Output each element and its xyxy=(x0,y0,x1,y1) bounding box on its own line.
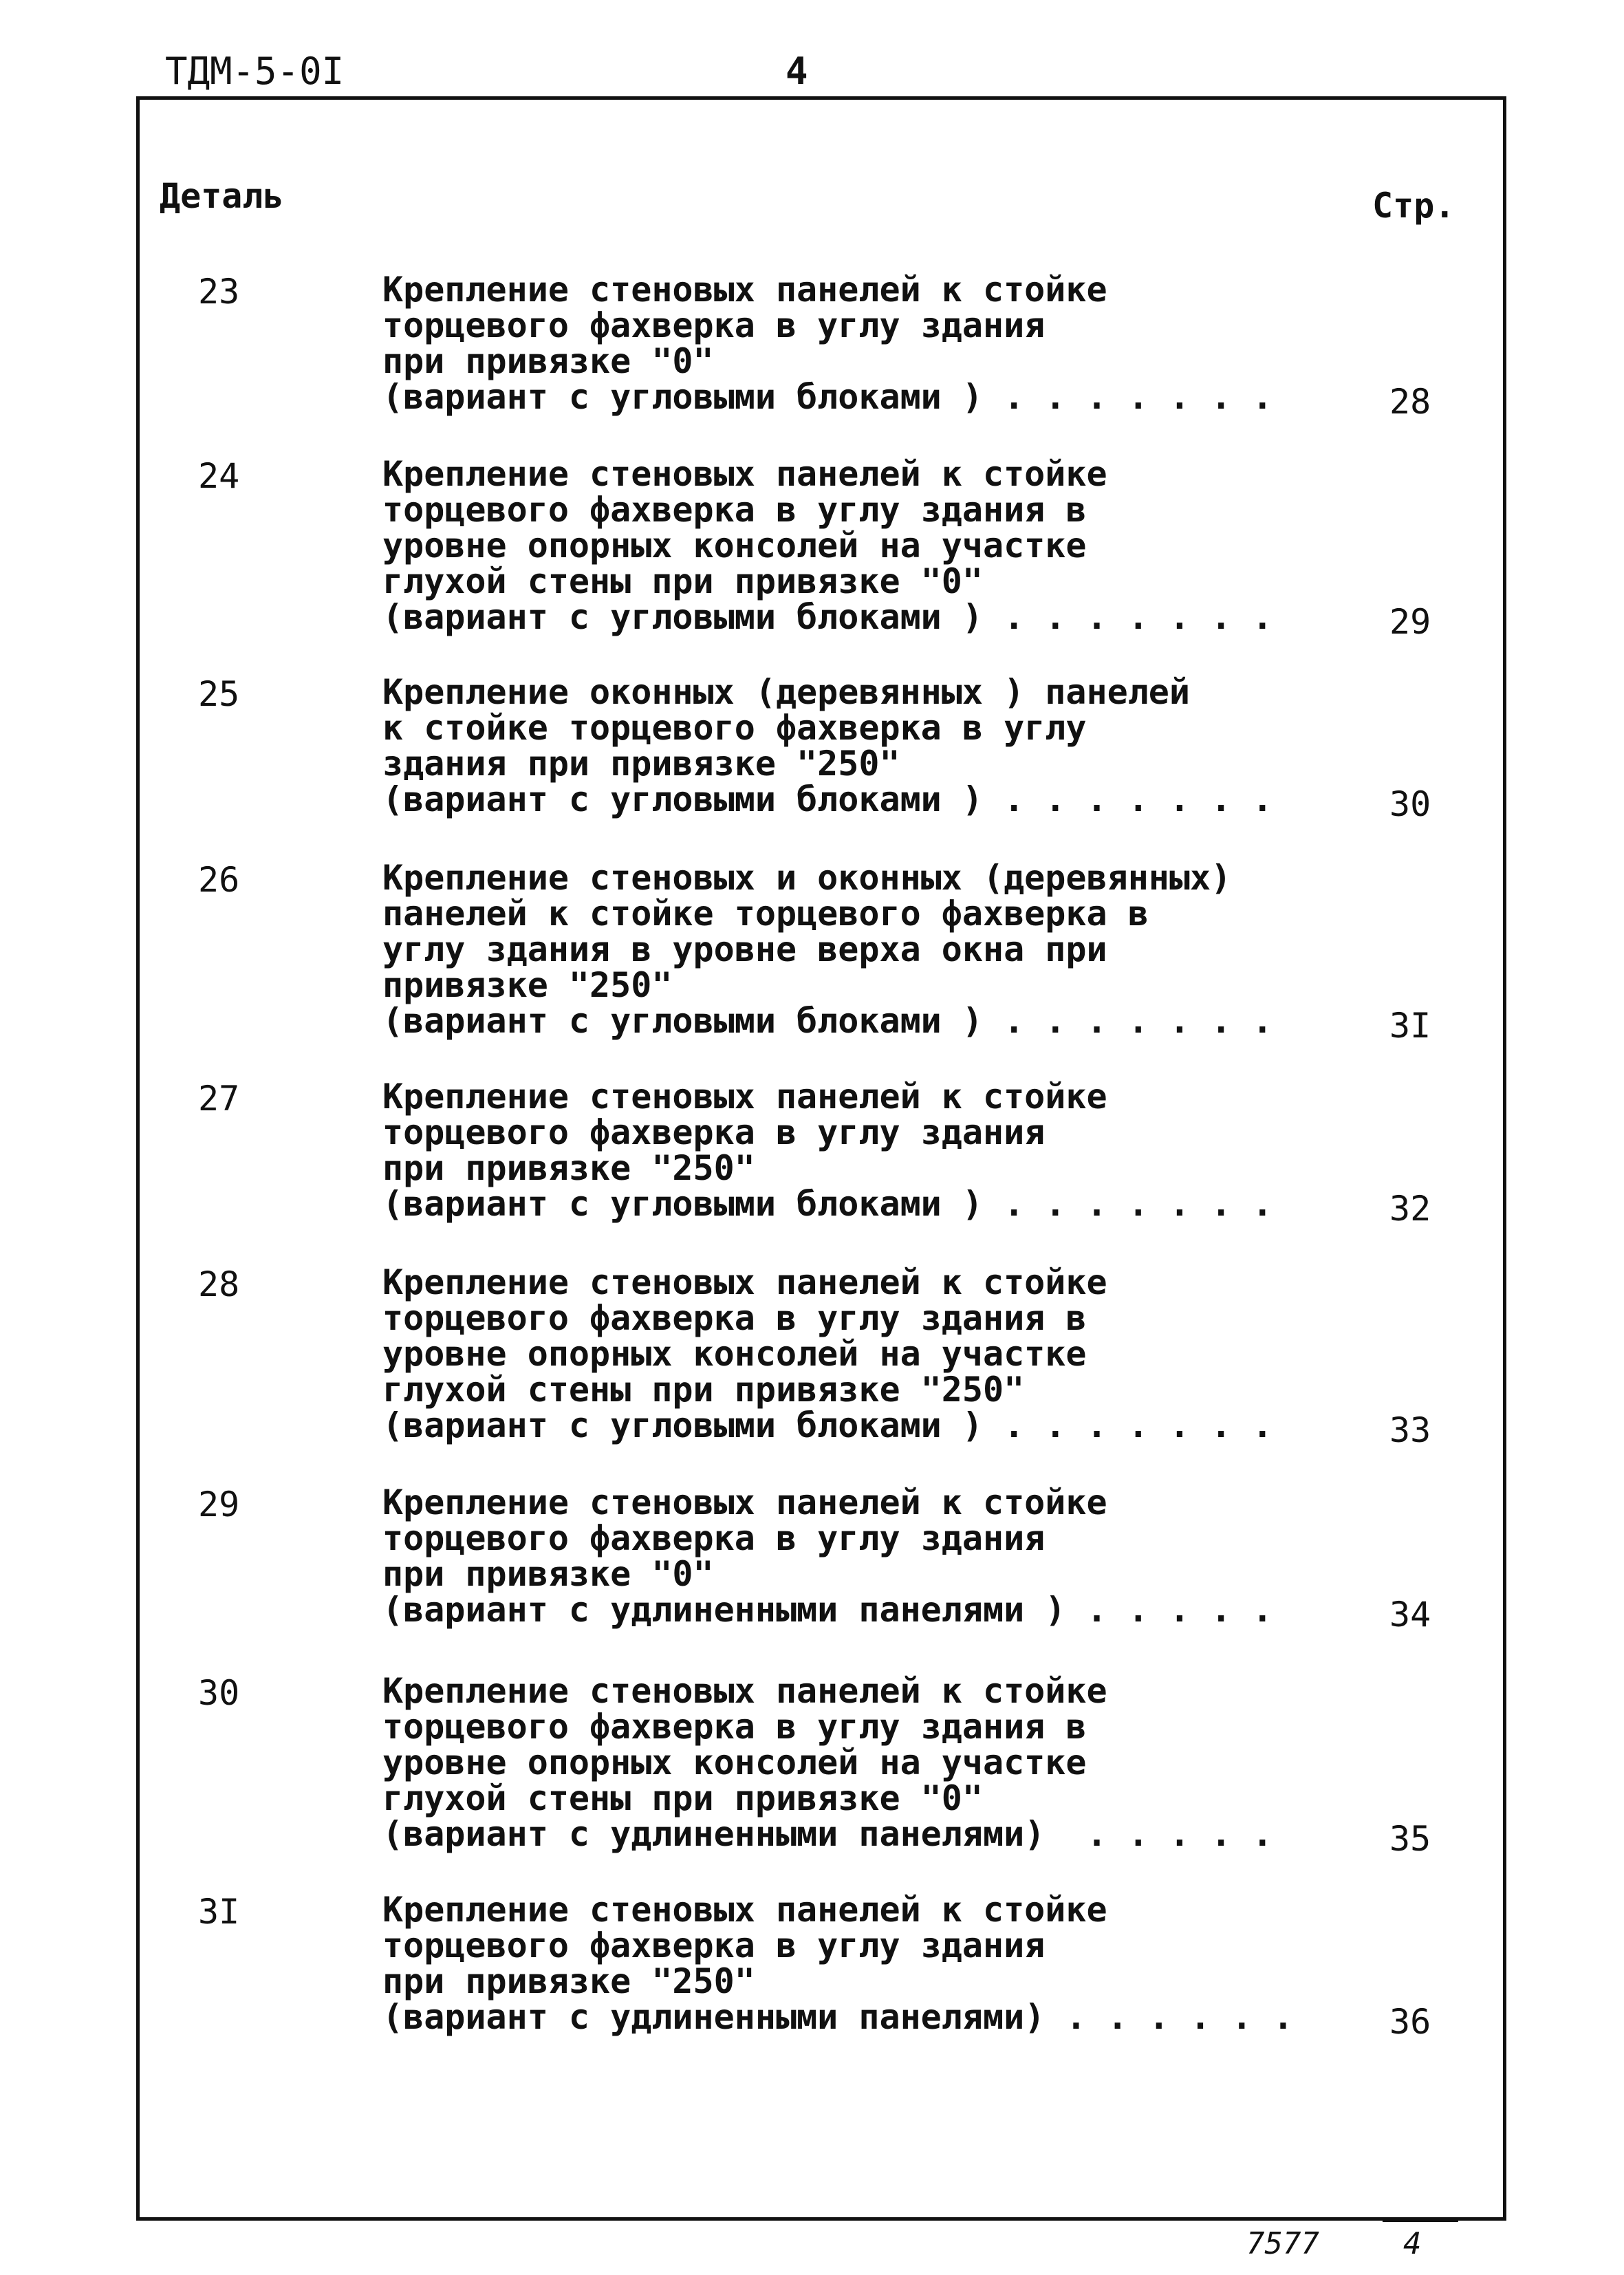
footer-sheet-rule xyxy=(1383,2219,1458,2222)
entry-detail-number: 27 xyxy=(198,1079,240,1119)
page-number: 4 xyxy=(786,50,808,93)
entry-page-number: 28 xyxy=(1389,382,1431,422)
entry-description-line: при привязке "0" xyxy=(382,341,714,381)
entry-description-line: глухой стены при привязке "0" xyxy=(382,1778,983,1818)
entry-detail-number: 25 xyxy=(198,674,240,714)
entry-page-number: 3I xyxy=(1389,1006,1431,1046)
entry-description-line: торцевого фахверка в углу здания в xyxy=(382,490,1087,530)
entry-detail-number: 23 xyxy=(198,272,240,312)
entry-description-line: глухой стены при привязке "0" xyxy=(382,561,983,601)
entry-description xyxy=(382,456,1394,635)
entry-description-line: торцевого фахверка в углу здания в xyxy=(382,1298,1087,1338)
entry-description xyxy=(382,860,1394,1039)
entry-description-line: уровне опорных консолей на участке xyxy=(382,1743,1087,1782)
entry-description-line: Крепление стеновых панелей к стойке xyxy=(382,454,1107,494)
entry-description-line: углу здания в уровне верха окна при xyxy=(382,929,1107,969)
entry-description-line: (вариант с угловыми блоками ) . . . . . . . xyxy=(382,377,1273,417)
entry-description-line: Крепление оконных (деревянных ) панелей xyxy=(382,672,1190,712)
entry-description-line: Крепление стеновых панелей к стойке xyxy=(382,1077,1107,1117)
entry-description-line: (вариант с угловыми блоками ) . . . . . . . xyxy=(382,597,1273,637)
entry-description-line: Крепление стеновых панелей к стойке xyxy=(382,270,1107,310)
entry-page-number: 34 xyxy=(1389,1595,1431,1635)
entry-description-line: торцевого фахверка в углу здания xyxy=(382,305,1046,345)
entry-page-number: 29 xyxy=(1389,602,1431,642)
entry-description-line: (вариант с угловыми блоками ) . . . . . . . xyxy=(382,779,1273,819)
entry-description-line: торцевого фахверка в углу здания xyxy=(382,1926,1046,1965)
entry-description-line: при привязке "0" xyxy=(382,1554,714,1594)
entry-detail-number: 28 xyxy=(198,1264,240,1304)
entry-description-line: торцевого фахверка в углу здания xyxy=(382,1112,1046,1152)
entry-description-line: торцевого фахверка в углу здания в xyxy=(382,1707,1087,1747)
entry-description xyxy=(382,1482,1394,1630)
entry-description-line: (вариант с удлиненными панелями) . . . . . . xyxy=(382,1997,1294,2037)
entry-description-line: (вариант с удлиненными панелями) . . . . . xyxy=(382,1814,1273,1854)
entry-description-line: (вариант с угловыми блоками ) . . . . . . . xyxy=(382,1001,1273,1041)
entry-description-line: Крепление стеновых панелей к стойке xyxy=(382,1262,1107,1302)
entry-description xyxy=(382,1264,1394,1443)
entry-detail-number: 26 xyxy=(198,860,240,900)
column-header-detail: Деталь xyxy=(160,176,284,216)
entry-description-line: уровне опорных консолей на участке xyxy=(382,526,1087,565)
entry-description xyxy=(382,1673,1394,1852)
column-header-page: Стр. xyxy=(1372,186,1455,226)
entry-description-line: Крепление стеновых панелей к стойке xyxy=(382,1890,1107,1930)
entry-description-line: здания при привязке "250" xyxy=(382,744,900,784)
entry-detail-number: 30 xyxy=(198,1673,240,1713)
entry-detail-number: 29 xyxy=(198,1485,240,1524)
entry-description-line: Крепление стеновых и оконных (деревянных) xyxy=(382,858,1232,898)
entry-page-number: 35 xyxy=(1389,1819,1431,1859)
entry-description-line: (вариант с удлиненными панелями ) . . . . . xyxy=(382,1590,1273,1630)
document-code: ТДМ-5-0I xyxy=(165,50,345,93)
entry-description-line: при привязке "250" xyxy=(382,1148,755,1188)
entry-description-line: торцевого фахверка в углу здания xyxy=(382,1518,1046,1558)
entry-detail-number: 3I xyxy=(198,1892,240,1932)
entry-description xyxy=(382,1079,1394,1222)
entry-page-number: 30 xyxy=(1389,784,1431,824)
entry-description-line: Крепление стеновых панелей к стойке xyxy=(382,1482,1107,1522)
entry-page-number: 36 xyxy=(1389,2002,1431,2042)
entry-description-line: привязке "250" xyxy=(382,965,673,1005)
entry-description-line: к стойке торцевого фахверка в углу xyxy=(382,708,1087,748)
entry-description-line: при привязке "250" xyxy=(382,1961,755,2001)
entry-description-line: глухой стены при привязке "250" xyxy=(382,1370,1025,1410)
entry-description xyxy=(382,1892,1394,2035)
entry-detail-number: 24 xyxy=(198,456,240,496)
entry-description-line: панелей к стойке торцевого фахверка в xyxy=(382,894,1149,934)
entry-description xyxy=(382,272,1394,415)
entry-description-line: (вариант с угловыми блоками ) . . . . . . . xyxy=(382,1184,1273,1224)
footer-sheet-number: 4 xyxy=(1403,2226,1422,2261)
entry-page-number: 32 xyxy=(1389,1189,1431,1229)
footer-reference: 7577 xyxy=(1246,2226,1319,2261)
entry-description xyxy=(382,674,1394,817)
entry-description-line: (вариант с угловыми блоками ) . . . . . . . xyxy=(382,1405,1273,1445)
entry-description-line: Крепление стеновых панелей к стойке xyxy=(382,1671,1107,1711)
entry-page-number: 33 xyxy=(1389,1410,1431,1450)
entry-description-line: уровне опорных консолей на участке xyxy=(382,1334,1087,1374)
